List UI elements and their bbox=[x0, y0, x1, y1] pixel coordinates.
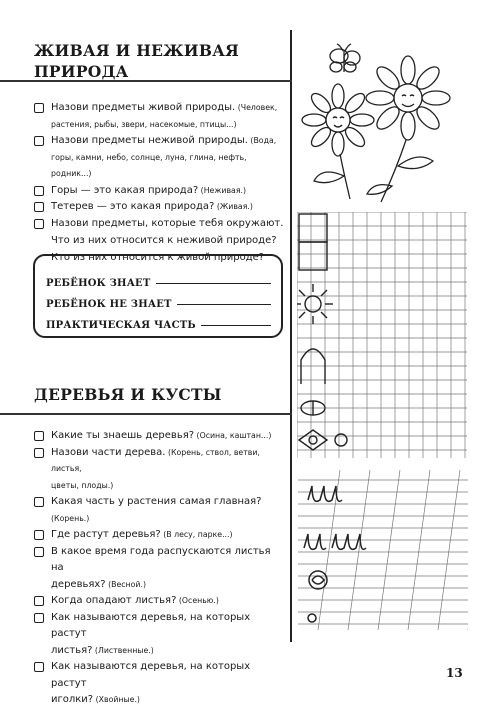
checkbox[interactable] bbox=[34, 202, 44, 212]
letter-sh-icon bbox=[308, 486, 342, 501]
butterfly-icon bbox=[330, 44, 360, 72]
checkbox[interactable] bbox=[34, 497, 44, 507]
checkbox[interactable] bbox=[34, 219, 44, 229]
sub-question: Кто из них относится к живой природе? bbox=[51, 252, 265, 263]
answer-line[interactable] bbox=[177, 304, 271, 305]
sub-question: Что из них относится к неживой природе? bbox=[51, 235, 277, 246]
checkbox[interactable] bbox=[34, 530, 44, 540]
checkbox[interactable] bbox=[34, 596, 44, 606]
checkbox[interactable] bbox=[34, 613, 44, 623]
question-item: Горы — это какая природа? (Неживая.) bbox=[34, 183, 284, 200]
question-item: Где растут деревья? (В лесу, парке...) bbox=[34, 527, 284, 544]
slant-line bbox=[378, 470, 400, 630]
checkbox[interactable] bbox=[34, 186, 44, 196]
flowers-illustration bbox=[296, 36, 466, 206]
slant-line bbox=[438, 470, 460, 630]
checkbox[interactable] bbox=[34, 136, 44, 146]
daisy-icon bbox=[302, 84, 374, 199]
checkbox[interactable] bbox=[34, 662, 44, 672]
handwriting-practice bbox=[298, 470, 468, 630]
question-item: Назови предметы, которые тебя окружают. bbox=[34, 216, 284, 233]
diamond-icon bbox=[299, 430, 327, 450]
copying-grid bbox=[297, 212, 467, 458]
square-pattern bbox=[299, 242, 327, 270]
slant-line bbox=[408, 470, 430, 630]
question-item: В какое время года распускаются листья на деревьях? (Весной.) bbox=[34, 544, 284, 594]
question-item: Назови предметы неживой природы. (Вода, горы, камни, небо, солнце, луна, глина, нефть, родник...) bbox=[34, 133, 284, 183]
section2-title: ДЕРЕВЬЯ И КУСТЫ bbox=[34, 385, 222, 404]
letter-i-icon bbox=[304, 534, 366, 549]
knows-row: РЕБЁНОК ЗНАЕТ bbox=[46, 268, 281, 289]
question-item: Назови предметы живой природы. (Человек, растения, рыбы, звери, насекомые, птицы...) bbox=[34, 100, 284, 133]
checkbox[interactable] bbox=[34, 103, 44, 113]
question-item: Как называются деревья, на которых растут иголки? (Хвойные.) bbox=[34, 659, 284, 709]
section1-title: ЖИВАЯ И НЕЖИВАЯ ПРИРОДА bbox=[34, 41, 240, 81]
column-divider bbox=[290, 30, 292, 642]
arch-icon bbox=[301, 349, 325, 384]
page-number: 13 bbox=[446, 666, 463, 680]
dot-icon bbox=[308, 614, 316, 622]
section2-question-list bbox=[34, 428, 284, 709]
section2-rule bbox=[0, 413, 292, 415]
checkbox[interactable] bbox=[34, 547, 44, 557]
section1-question-list bbox=[34, 100, 284, 266]
daisy-icon bbox=[366, 56, 450, 202]
question-item: Какие ты знаешь деревья? (Осина, каштан...) bbox=[34, 428, 284, 445]
question-item: Когда опадают листья? (Осенью.) bbox=[34, 593, 284, 610]
question-item: Как называются деревья, на которых растут листья? (Лиственные.) bbox=[34, 610, 284, 660]
not-knows-row: РЕБЁНОК НЕ ЗНАЕТ bbox=[46, 289, 281, 310]
answer-line[interactable] bbox=[156, 283, 271, 284]
answer-line[interactable] bbox=[201, 325, 271, 326]
checkbox[interactable] bbox=[34, 431, 44, 441]
sun-icon bbox=[297, 284, 333, 324]
slant-line bbox=[348, 470, 370, 630]
question-item: Какая часть у растения самая главная? (Корень.) bbox=[34, 494, 284, 527]
checkbox[interactable] bbox=[34, 448, 44, 458]
assessment-box bbox=[33, 254, 283, 338]
square-pattern bbox=[299, 214, 327, 242]
question-item: Назови части дерева. (Корень, ствол, ветви, листья, цветы, плоды.) bbox=[34, 445, 284, 495]
question-item: Тетерев — это какая природа? (Живая.) bbox=[34, 199, 284, 216]
practical-row: ПРАКТИЧЕСКАЯ ЧАСТЬ bbox=[46, 310, 281, 331]
